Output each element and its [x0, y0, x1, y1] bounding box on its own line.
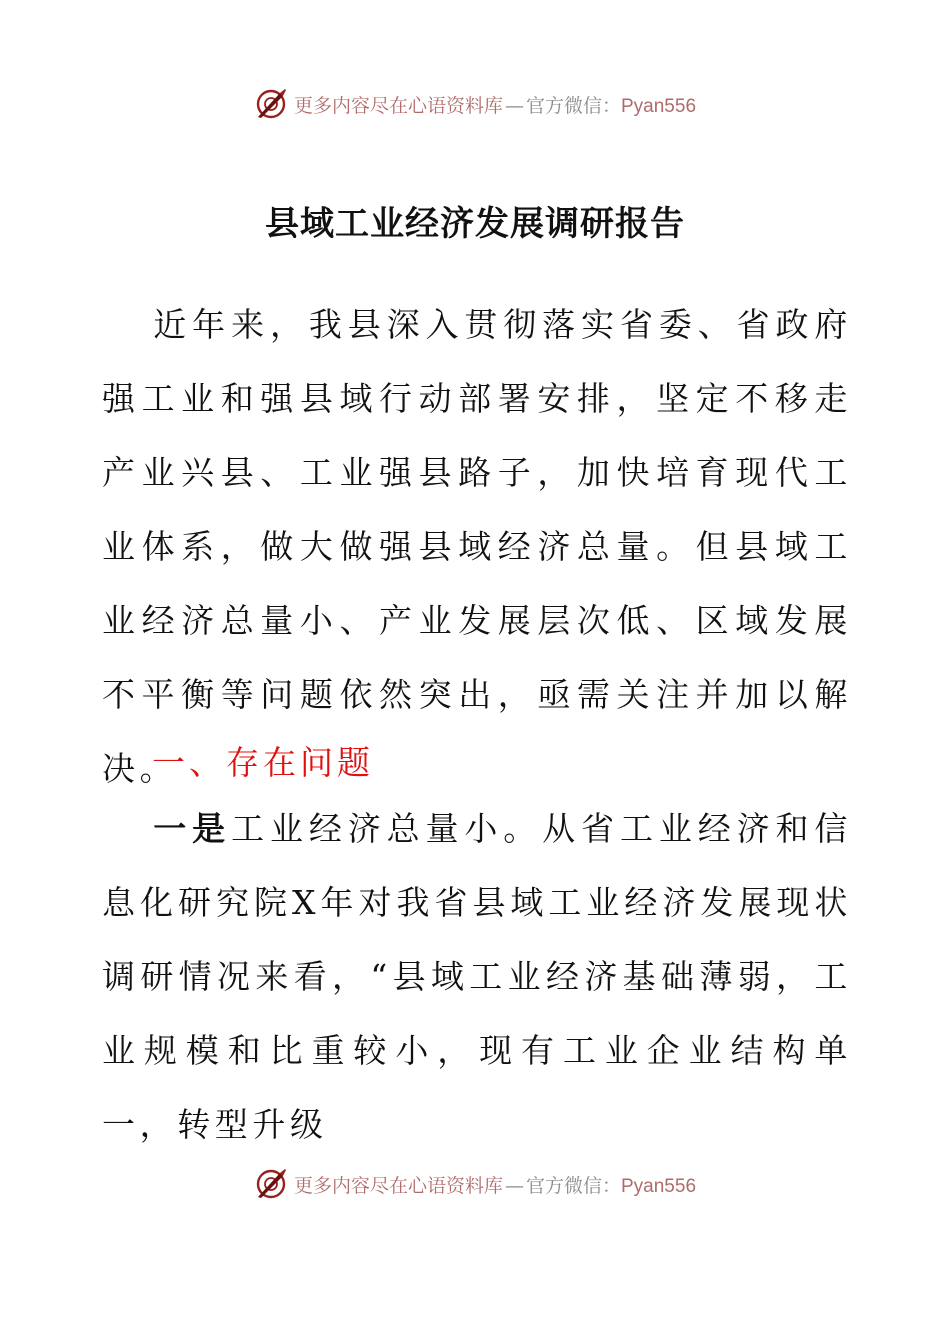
- watermark-separator: —: [504, 94, 524, 117]
- watermark-wechat-id: Pyan556: [621, 95, 697, 117]
- watermark-official-label: 官方微信：: [525, 1174, 621, 1197]
- pen-circle-logo-icon: [254, 1167, 288, 1201]
- watermark-text: [294, 1171, 696, 1198]
- watermark-official-label: 官方微信：: [525, 94, 621, 117]
- section-heading: 一、存在问题: [152, 743, 374, 782]
- pen-circle-logo-icon: [254, 87, 288, 121]
- paragraph-issue-one: [102, 792, 852, 1162]
- paragraph-issue-one-text: 工业经济总量小。从省工业经济和信息化研究院X年对我省县域工业经济发展现状调研情况来看，“县域工业经济基础薄弱，工业规模和比重较小，现有工业企业结构单一，转型升级: [102, 809, 853, 1144]
- watermark-header: [0, 82, 950, 126]
- document-title: 县域工业经济发展调研报告: [265, 204, 685, 244]
- watermark-text: [294, 91, 696, 118]
- watermark-footer: [0, 1162, 950, 1206]
- watermark-wechat-id: Pyan556: [621, 1175, 697, 1197]
- watermark-separator: —: [504, 1174, 524, 1197]
- paragraph-intro-text: 近年来，我县深入贯彻落实省委、省政府强工业和强县域行动部署安排，坚定不移走产业兴县、工业强县路子，加快培育现代工业体系，做大做强县域经济总量。但县域工业经济总量小、产业发展层次低、区域发展不平衡等问题依然突出，亟需关注并加以解决。: [102, 305, 852, 788]
- paragraph-lead: 一是: [152, 809, 232, 848]
- watermark-site: 更多内容尽在心语资料库: [293, 1174, 503, 1197]
- paragraph-intro: [102, 288, 852, 806]
- watermark-site: 更多内容尽在心语资料库: [293, 94, 503, 117]
